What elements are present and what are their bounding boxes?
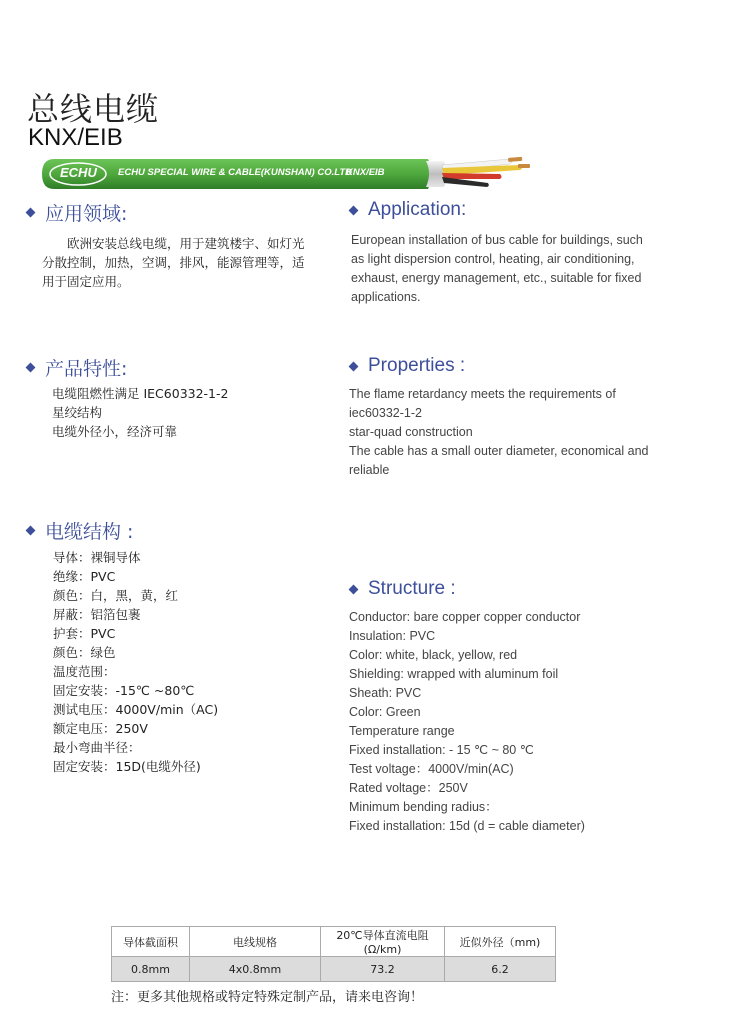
list-item: 最小弯曲半径： (53, 740, 141, 755)
table-cell: 4x0.8mm (190, 957, 321, 982)
text-line: exhaust, energy management, etc., suitable for fixed (351, 271, 642, 285)
page-title-cn: 总线电缆 (27, 90, 160, 128)
diamond-bullet-icon (349, 205, 359, 215)
list-item: Temperature range (349, 724, 455, 738)
text-line: as light dispersion control, heating, air conditioning, (351, 252, 635, 266)
table-cell: 6.2 (445, 957, 556, 982)
table-header-cell: 电线规格 (190, 927, 321, 957)
structure-list-en (349, 608, 585, 836)
list-item: Rated voltage：250V (349, 781, 468, 795)
text-line: applications. (351, 290, 421, 304)
table-row (112, 957, 556, 982)
properties-heading-cn: 产品特性: (27, 354, 127, 381)
text-line: 用于固定应用。 (42, 274, 130, 289)
list-item: Sheath: PVC (349, 686, 422, 700)
list-item: Minimum bending radius： (349, 800, 498, 814)
text-line: European installation of bus cable for buildings, such (351, 233, 643, 247)
list-item: 颜色：绿色 (53, 645, 116, 660)
list-item: star-quad construction (349, 425, 473, 439)
diamond-bullet-icon (26, 363, 36, 373)
list-item: Fixed installation: - 15 ℃ ~ 80 ℃ (349, 743, 534, 757)
table-cell: 73.2 (321, 957, 445, 982)
list-item: 固定安装：15D(电缆外径) (53, 759, 201, 774)
structure-heading-cn: 电缆结构 : (27, 517, 133, 544)
list-item: 电缆阻燃性满足 IEC60332-1-2 (52, 386, 229, 401)
list-item: 温度范围： (53, 664, 116, 679)
banner-company: ECHU SPECIAL WIRE & CABLE(KUNSHAN) CO.LTD (118, 167, 352, 178)
list-item: The cable has a small outer diameter, economical and (349, 444, 649, 458)
properties-list-cn (52, 384, 228, 441)
list-item: 星绞结构 (52, 405, 103, 420)
list-item: Color: Green (349, 705, 421, 719)
list-item: 测试电压：4000V/min（AC) (53, 702, 219, 717)
list-item: 绝缘：PVC (53, 569, 116, 584)
list-item: Fixed installation: 15d (d = cable diameter) (349, 819, 585, 833)
list-item: 护套：PVC (53, 626, 116, 641)
structure-list-cn (53, 548, 218, 776)
list-item: 颜色：白，黑，黄，红 (53, 588, 179, 603)
list-item: Insulation: PVC (349, 629, 436, 643)
structure-heading-en: Structure : (350, 578, 456, 600)
table-header-row (112, 927, 556, 957)
application-text-cn (42, 234, 305, 291)
list-item: Shielding: wrapped with aluminum foil (349, 667, 559, 681)
text-line: 分散控制，加热，空调，排风，能源管理等，适 (42, 255, 305, 270)
table-cell: 0.8mm (112, 957, 190, 982)
table-header-cell: 20℃导体直流电阻 (Ω/km) (321, 927, 445, 957)
application-text-en (351, 231, 643, 307)
diamond-bullet-icon (349, 584, 359, 594)
list-item: Color: white, black, yellow, red (349, 648, 518, 662)
banner-model: KNX/EIB (346, 167, 385, 178)
list-item: 固定安装：-15℃ ~80℃ (53, 683, 195, 698)
properties-heading-en: Properties : (350, 355, 465, 377)
diamond-bullet-icon (26, 208, 36, 218)
footer-note: 注：更多其他规格或特定特殊定制产品，请来电咨询！ (111, 990, 424, 1005)
page-title-en: KNX/EIB (28, 124, 123, 151)
text-line: 欧洲安装总线电缆，用于建筑楼宇、如灯光 (67, 236, 305, 251)
table-header-cell: 导体截面积 (112, 927, 190, 957)
properties-list-en (349, 385, 648, 480)
diamond-bullet-icon (349, 361, 359, 371)
diamond-bullet-icon (26, 526, 36, 536)
list-item: The flame retardancy meets the requirements of (349, 387, 616, 401)
list-item: reliable (349, 463, 390, 477)
table-header-cell: 近似外径（mm) (445, 927, 556, 957)
application-heading-en: Application: (350, 199, 466, 221)
list-item: Conductor: bare copper copper conductor (349, 610, 581, 624)
list-item: 电缆外径小，经济可靠 (52, 424, 178, 439)
application-heading-cn: 应用领域: (27, 199, 127, 226)
list-item: iec60332-1-2 (349, 406, 422, 420)
spec-table (111, 926, 556, 982)
brand-logo-text: ECHU (60, 165, 97, 180)
cable-banner (40, 156, 530, 192)
list-item: 额定电压：250V (53, 721, 148, 736)
list-item: Test voltage：4000V/min(AC) (349, 762, 514, 776)
list-item: 导体：裸铜导体 (53, 550, 141, 565)
list-item: 屏蔽：铝箔包裹 (53, 607, 141, 622)
